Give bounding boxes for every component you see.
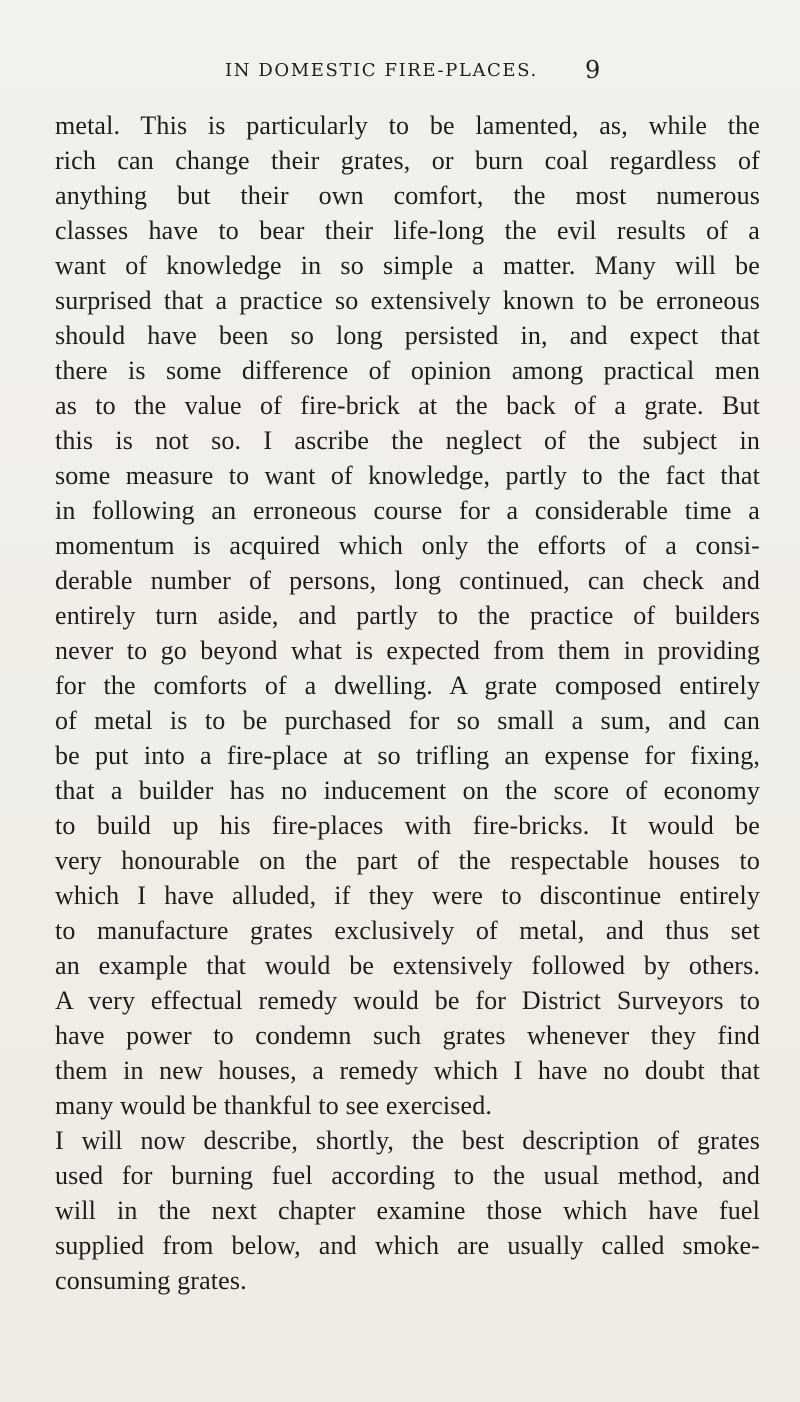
text-line: supplied from below, and which are usually called smoke-: [55, 1231, 760, 1260]
text-line: anything but their own comfort, the most numerous: [55, 181, 760, 210]
text-line: an example that would be extensively followed by others.: [55, 951, 760, 980]
running-head: [0, 56, 800, 90]
text-line: some measure to want of knowledge, partly to the fact that: [55, 461, 760, 490]
text-line: rich can change their grates, or burn coal regardless of: [55, 146, 760, 175]
text-line: classes have to bear their life-long the evil results of a: [55, 216, 760, 245]
text-line: in following an erroneous course for a considerable time a: [55, 496, 760, 525]
text-line: A very effectual remedy would be for District Surveyors to: [55, 986, 760, 1015]
text-line: that a builder has no inducement on the score of economy: [55, 776, 760, 805]
text-line: never to go beyond what is expected from them in providing: [55, 636, 760, 665]
text-line: to build up his fire-places with fire-bricks. It would be: [55, 811, 760, 840]
text-line: will in the next chapter examine those which have fuel: [55, 1196, 760, 1225]
paragraph-end-line: consuming grates.: [55, 1266, 247, 1295]
text-line: entirely turn aside, and partly to the practice of builders: [55, 601, 760, 630]
paragraph-end-line: many would be thankful to see exercised.: [55, 1091, 493, 1120]
text-line: which I have alluded, if they were to discontinue entirely: [55, 881, 760, 910]
text-line: derable number of persons, long continued, can check and: [55, 566, 760, 595]
text-line: there is some difference of opinion among practical men: [55, 356, 760, 385]
body-text: [55, 108, 760, 1298]
text-line: have power to condemn such grates whenever they find: [55, 1021, 760, 1050]
text-line: very honourable on the part of the respectable houses to: [55, 846, 760, 875]
text-line: this is not so. I ascribe the neglect of the subject in: [55, 426, 760, 455]
text-line: them in new houses, a remedy which I have no doubt that: [55, 1056, 760, 1085]
text-line: want of knowledge in so simple a matter. Many will be: [55, 251, 760, 280]
text-line: surprised that a practice so extensively known to be erroneous: [55, 286, 760, 315]
text-line: be put into a fire-place at so trifling an expense for fixing,: [55, 741, 760, 770]
text-line: momentum is acquired which only the efforts of a consi-: [55, 531, 760, 560]
running-title: IN DOMESTIC FIRE-PLACES.: [225, 60, 538, 81]
text-line: used for burning fuel according to the usual method, and: [55, 1161, 760, 1190]
text-line: to manufacture grates exclusively of metal, and thus set: [55, 916, 760, 945]
text-line: of metal is to be purchased for so small a sum, and can: [55, 706, 760, 735]
page-number: 9: [585, 56, 601, 84]
text-line: metal. This is particularly to be lamented, as, while the: [55, 111, 760, 140]
text-line: should have been so long persisted in, and expect that: [55, 321, 760, 350]
text-line: I will now describe, shortly, the best description of grates: [55, 1126, 760, 1155]
text-line: as to the value of fire-brick at the back of a grate. But: [55, 391, 760, 420]
text-line: for the comforts of a dwelling. A grate composed entirely: [55, 671, 760, 700]
